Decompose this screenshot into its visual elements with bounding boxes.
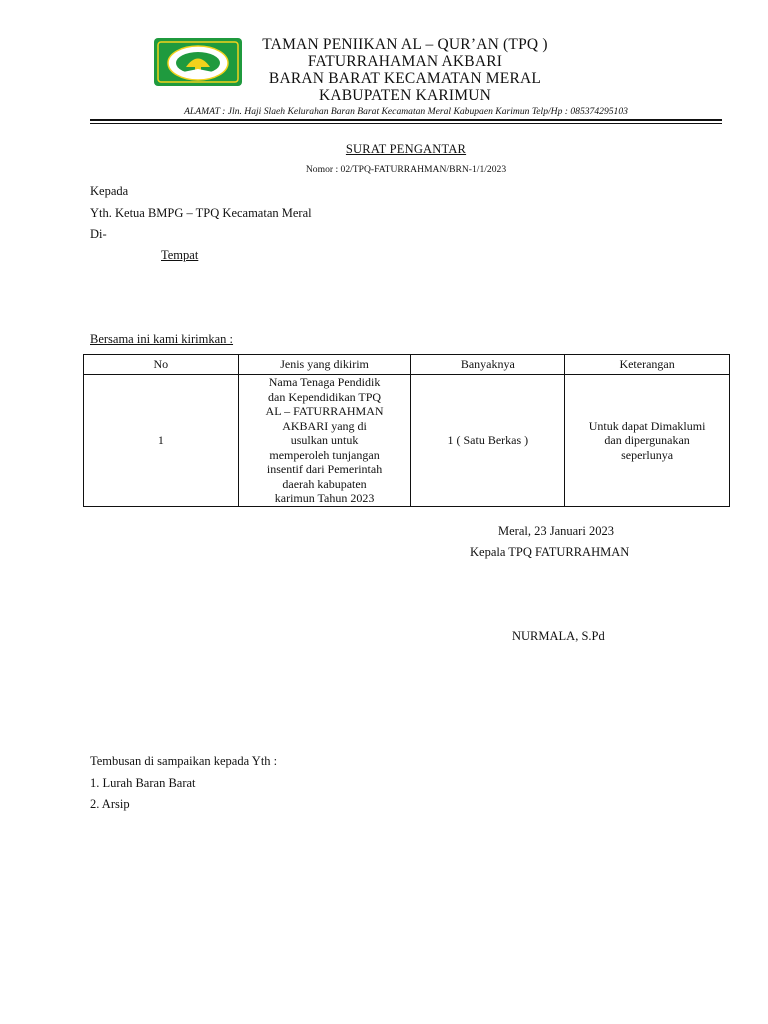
jenis-line: usulkan untuk <box>290 433 359 447</box>
cell-banyaknya: 1 ( Satu Berkas ) <box>411 375 565 507</box>
letterhead-rule-thin <box>90 123 722 124</box>
letterhead-line-4: KABUPATEN KARIMUN <box>318 87 492 104</box>
header-keterangan: Keterangan <box>565 355 730 375</box>
letterhead-line-2: FATURRAHAMAN AKBARI <box>307 53 503 70</box>
cc-item: 1. Lurah Baran Barat <box>90 776 196 790</box>
cell-jenis <box>238 375 411 507</box>
keterangan-line: dan dipergunakan <box>604 433 690 447</box>
header-banyaknya: Banyaknya <box>411 355 565 375</box>
cc-item: 2. Arsip <box>90 797 130 811</box>
items-table <box>83 354 730 507</box>
recipient-di: Di- <box>90 227 107 241</box>
jenis-line: dan Kependidikan TPQ <box>268 389 382 404</box>
recipient-name: Yth. Ketua BMPG – TPQ Kecamatan Meral <box>90 206 312 220</box>
cc-title: Tembusan di sampaikan kepada Yth : <box>90 754 278 768</box>
intro-text: Bersama ini kami kirimkan : <box>90 332 234 346</box>
letterhead-line-3: BARAN BARAT KECAMATAN MERAL <box>268 70 542 87</box>
jenis-line: insentif dari Pemerintah <box>266 462 383 476</box>
header-jenis: Jenis yang dikirim <box>238 355 411 375</box>
recipient-tempat: Tempat <box>161 248 199 262</box>
keterangan-line: seperlunya <box>621 447 674 462</box>
letter-number: Nomor : 02/TPQ-FATURRAHMAN/BRN-1/1/2023 <box>305 164 507 175</box>
letter-title: SURAT PENGANTAR <box>345 142 467 156</box>
cell-keterangan <box>565 375 730 507</box>
header-no: No <box>84 355 239 375</box>
letterhead-line-1: TAMAN PENIIKAN AL – QUR’AN (TPQ ) <box>262 36 548 53</box>
keterangan-line: Untuk dapat Dimaklumi <box>588 418 706 433</box>
jenis-line: AL – FATURRAHMAN <box>265 404 384 418</box>
letterhead <box>200 36 610 104</box>
signature-place-date: Meral, 23 Januari 2023 <box>498 524 614 538</box>
table-row <box>84 375 730 507</box>
jenis-line: memperoleh tunjangan <box>269 447 380 462</box>
signature-name: NURMALA, S.Pd <box>512 629 605 643</box>
cell-no: 1 <box>84 375 239 507</box>
jenis-line: karimun Tahun 2023 <box>274 491 375 505</box>
letterhead-address: ALAMAT : Jln. Haji Slaeh Kelurahan Baran Barat Kecamatan Meral Kabupaen Karimun Telp/Hp : 085374295103 <box>184 106 628 117</box>
jenis-line: AKBARI yang di <box>282 418 367 433</box>
signature-position: Kepala TPQ FATURRAHMAN <box>470 545 630 559</box>
recipient-kepada: Kepada <box>90 184 129 198</box>
jenis-line: Nama Tenaga Pendidik <box>268 375 381 389</box>
table-header-row <box>84 355 730 375</box>
jenis-line: daerah kabupaten <box>282 476 367 491</box>
letterhead-rule-thick <box>90 119 722 121</box>
